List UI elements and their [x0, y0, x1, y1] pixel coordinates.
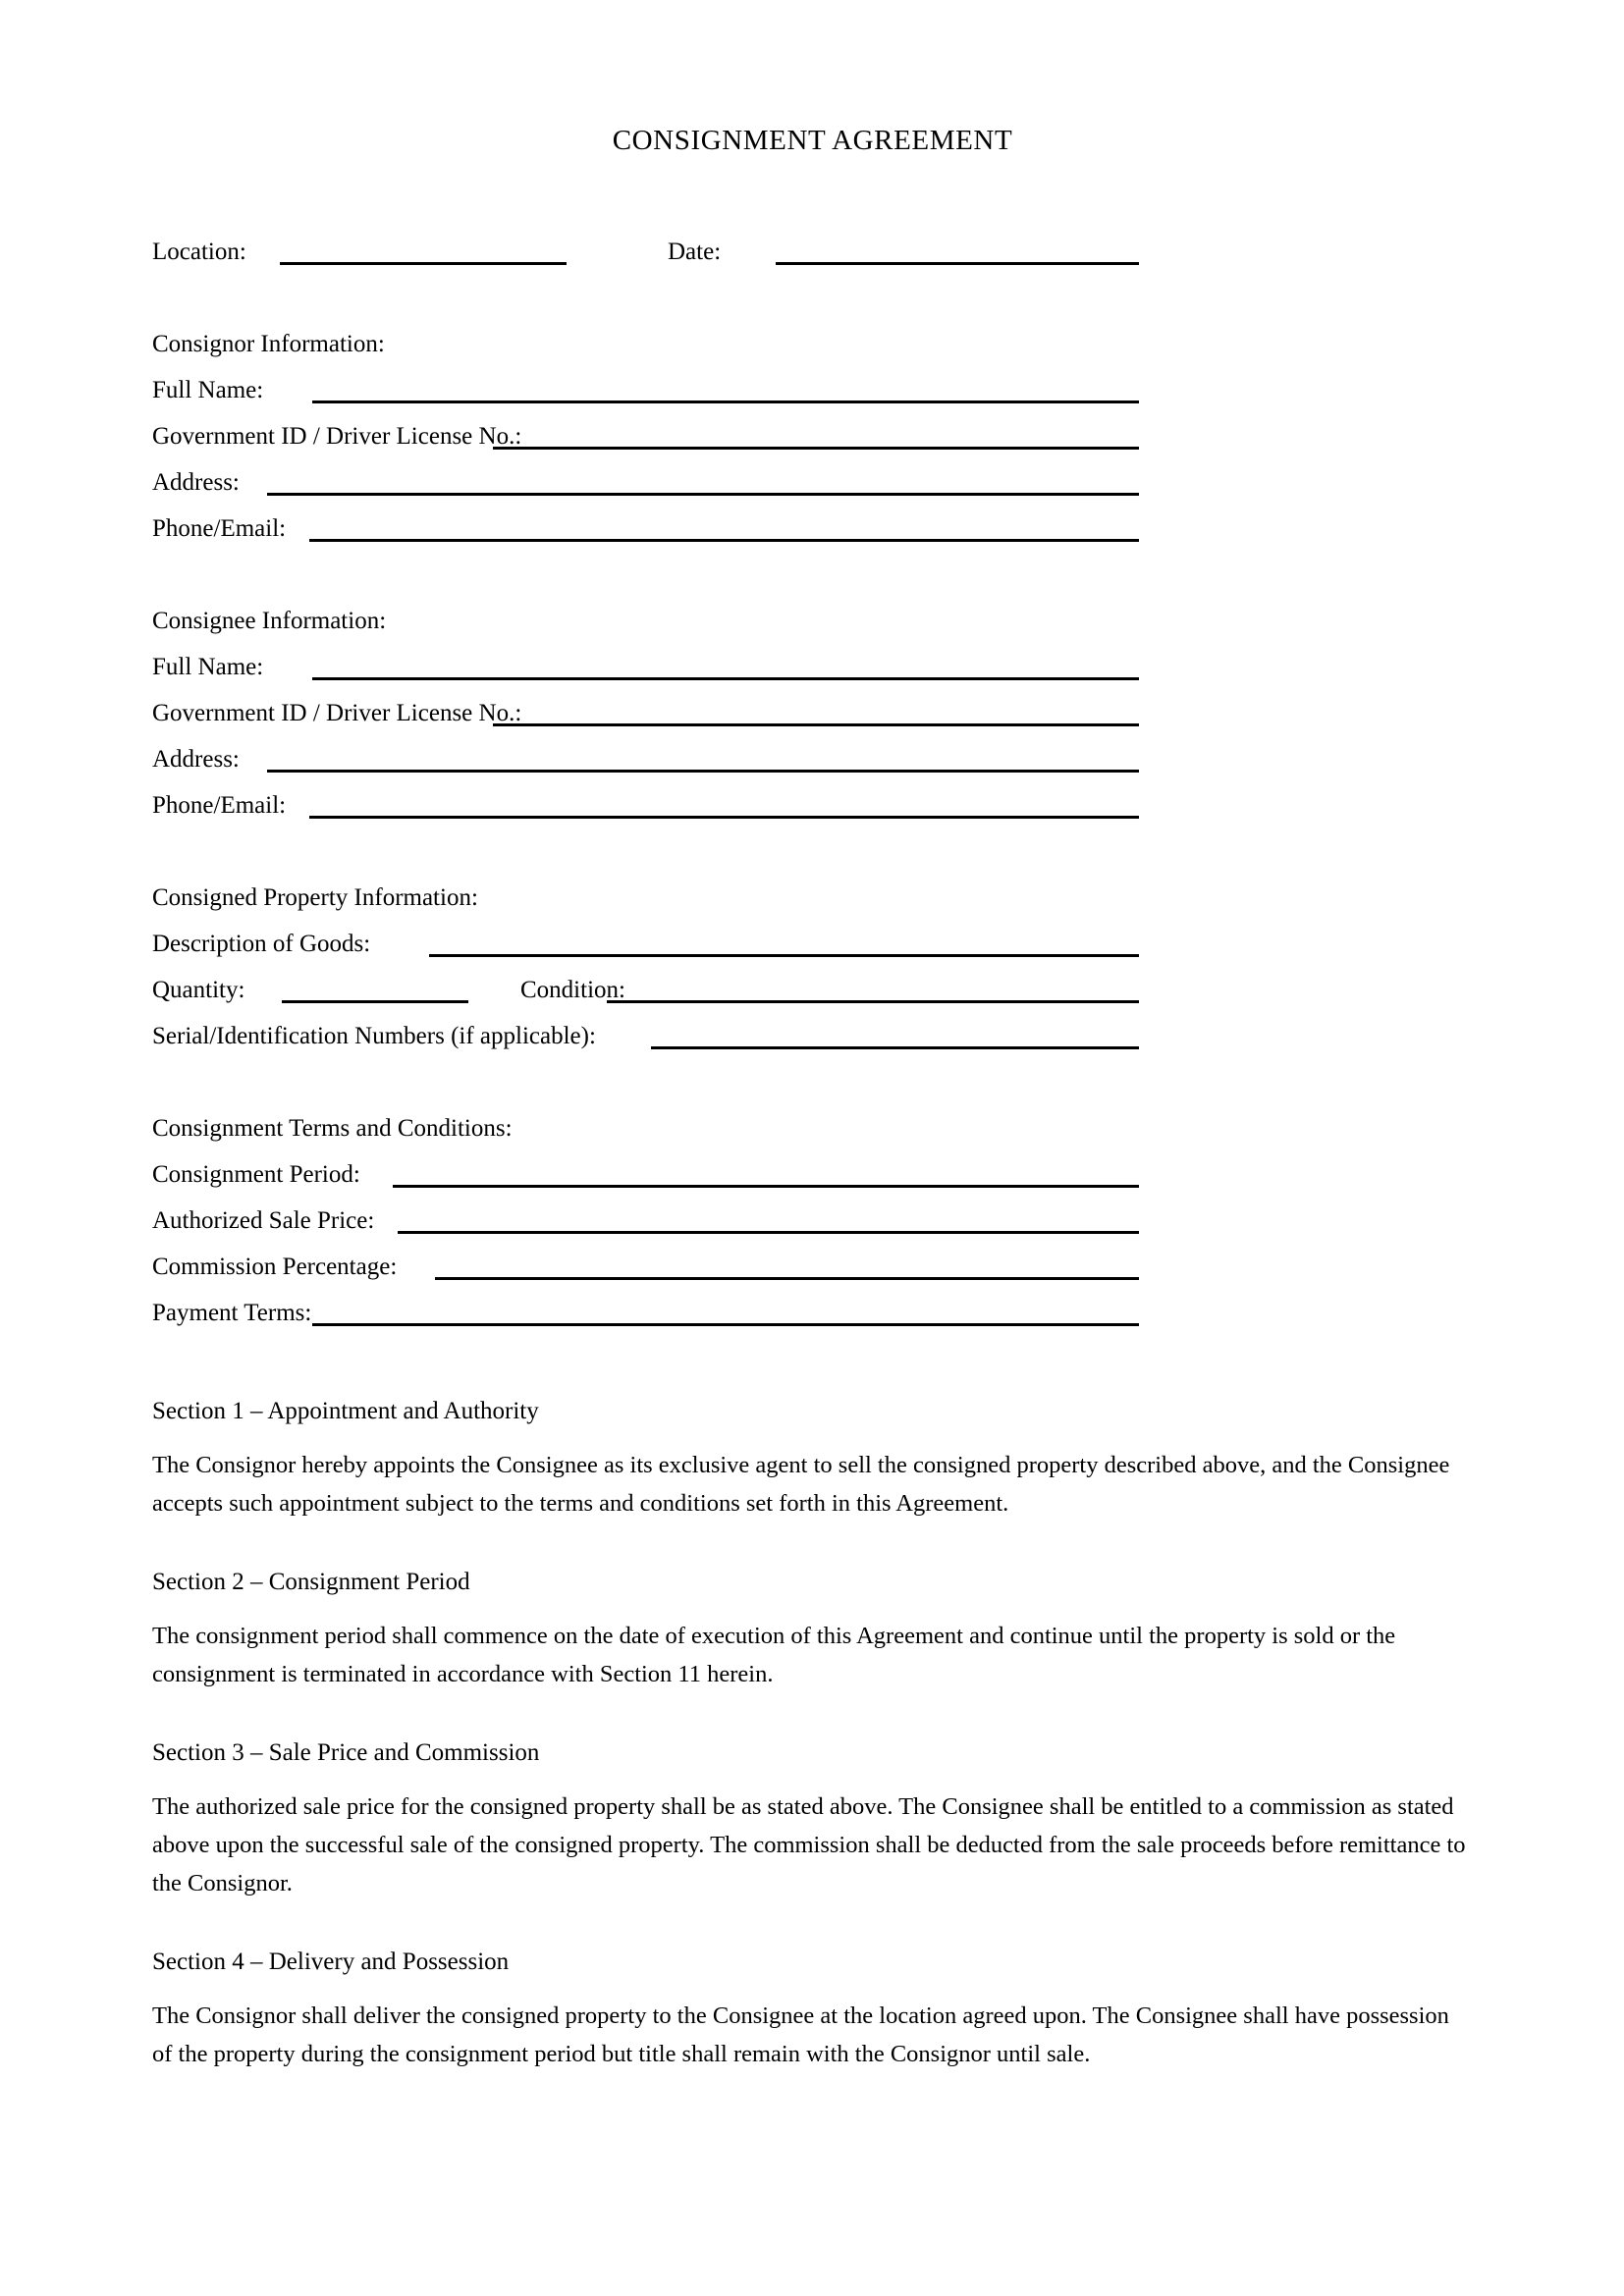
authorized-sale-price-blank[interactable] — [398, 1231, 1139, 1234]
location-blank[interactable] — [280, 262, 567, 265]
commission-percentage-blank[interactable] — [435, 1277, 1139, 1280]
consignor-address-label: Address: — [152, 468, 240, 496]
consignee-full-name-label: Full Name: — [152, 653, 264, 680]
section-2-body: The consignment period shall commence on the date of execution of this Agreement and continue until the property is sold or the consignment is terminated in accordance with Section 11 herein. — [152, 1622, 1396, 1687]
consignor-address-blank[interactable] — [267, 493, 1139, 496]
consignee-address-blank[interactable] — [267, 770, 1139, 773]
condition-label: Condition: — [520, 976, 625, 1003]
quantity-label: Quantity: — [152, 976, 245, 1003]
consignor-gov-id-label: Government ID / Driver License No.: — [152, 422, 522, 450]
consignor-full-name-blank[interactable] — [312, 400, 1139, 403]
consignment-period-label: Consignment Period: — [152, 1160, 360, 1188]
consignee-phone-email-row — [152, 782, 1473, 828]
property-heading: Consigned Property Information: — [152, 883, 478, 911]
consignee-gov-id-label: Government ID / Driver License No.: — [152, 699, 522, 726]
date-label: Date: — [668, 238, 722, 265]
section-4-title: Section 4 – Delivery and Possession — [152, 1948, 510, 1975]
payment-terms-blank[interactable] — [312, 1323, 1139, 1326]
section-3-body: The authorized sale price for the consigned property shall be as stated above. The Consignee shall be entitled to a commission as stated above upon the successful sale of the consigned property. The commission shall be deducted from the sale proceeds before remittance to the Consignor. — [152, 1792, 1466, 1896]
consignor-address-row — [152, 459, 1473, 506]
quantity-condition-row — [152, 967, 1473, 1013]
consignee-gov-id-blank[interactable] — [493, 723, 1139, 726]
consignor-heading: Consignor Information: — [152, 330, 385, 357]
consignment-period-row — [152, 1151, 1473, 1198]
section-2-title: Section 2 – Consignment Period — [152, 1568, 470, 1595]
commission-percentage-label: Commission Percentage: — [152, 1253, 398, 1280]
consignor-phone-email-label: Phone/Email: — [152, 514, 287, 542]
description-of-goods-row — [152, 921, 1473, 967]
consignee-full-name-row — [152, 644, 1473, 690]
terms-heading: Consignment Terms and Conditions: — [152, 1114, 513, 1142]
consignee-gov-id-row — [152, 690, 1473, 736]
location-label: Location: — [152, 238, 246, 265]
payment-terms-row — [152, 1290, 1473, 1336]
date-blank[interactable] — [776, 262, 1139, 265]
section-1 — [152, 1395, 1473, 1522]
consignor-gov-id-row — [152, 413, 1473, 459]
section-3 — [152, 1736, 1473, 1902]
consignee-phone-email-blank[interactable] — [309, 816, 1139, 819]
consignment-period-blank[interactable] — [393, 1185, 1139, 1188]
consignor-full-name-row — [152, 367, 1473, 413]
consignor-full-name-label: Full Name: — [152, 376, 264, 403]
consignee-phone-email-label: Phone/Email: — [152, 791, 287, 819]
section-4-body: The Consignor shall deliver the consigned property to the Consignee at the location agreed upon. The Consignee shall have possession of the property during the consignment period but title shall remain with the Consignor until sale. — [152, 2002, 1449, 2067]
consignee-address-row — [152, 736, 1473, 782]
consignee-address-label: Address: — [152, 745, 240, 773]
authorized-sale-price-row — [152, 1198, 1473, 1244]
payment-terms-label: Payment Terms: — [152, 1299, 312, 1326]
consignee-full-name-blank[interactable] — [312, 677, 1139, 680]
section-1-title: Section 1 – Appointment and Authority — [152, 1397, 539, 1424]
description-of-goods-label: Description of Goods: — [152, 930, 371, 957]
serial-numbers-blank[interactable] — [651, 1046, 1139, 1049]
consignor-phone-email-row — [152, 506, 1473, 552]
authorized-sale-price-label: Authorized Sale Price: — [152, 1206, 375, 1234]
consignor-gov-id-blank[interactable] — [493, 447, 1139, 450]
quantity-blank[interactable] — [282, 1000, 468, 1003]
section-4 — [152, 1946, 1473, 2073]
consignor-phone-email-blank[interactable] — [309, 539, 1139, 542]
section-2 — [152, 1566, 1473, 1693]
location-date-row — [152, 229, 1473, 275]
commission-percentage-row — [152, 1244, 1473, 1290]
section-3-title: Section 3 – Sale Price and Commission — [152, 1738, 540, 1766]
condition-blank[interactable] — [607, 1000, 1139, 1003]
serial-numbers-row — [152, 1013, 1473, 1059]
description-of-goods-blank[interactable] — [429, 954, 1139, 957]
section-1-body: The Consignor hereby appoints the Consignee as its exclusive agent to sell the consigned property described above, and the Consignee accepts such appointment subject to the terms and conditions set forth in this Agreement. — [152, 1451, 1450, 1517]
page-title: CONSIGNMENT AGREEMENT — [612, 125, 1013, 156]
document-content — [152, 0, 1473, 2073]
consignee-heading: Consignee Information: — [152, 607, 387, 634]
serial-numbers-label: Serial/Identification Numbers (if applicable): — [152, 1022, 596, 1049]
